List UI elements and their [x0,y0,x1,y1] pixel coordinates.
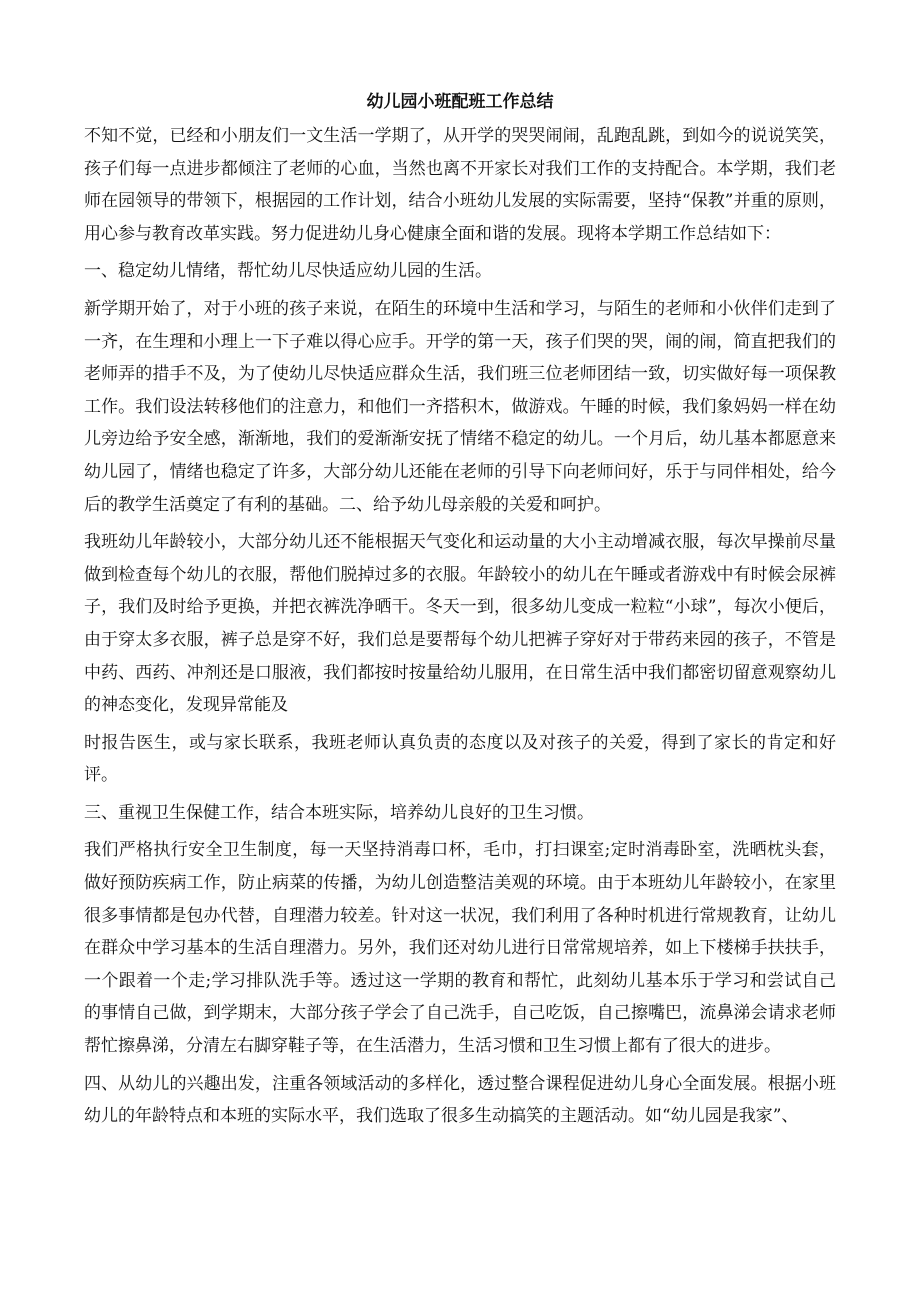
paragraph-section-2-continued: 时报告医生，或与家长联系，我班老师认真负责的态度以及对孩子的关爱，得到了家长的肯定和好评。 [84,732,836,786]
paragraph-section-4: 四、从幼儿的兴趣出发，注重各领域活动的多样化，透过整合课程促进幼儿身心全面发展。根据小班幼儿的年龄特点和本班的实际水平，我们选取了很多生动搞笑的主题活动。如“幼儿园是我家”、 [84,1073,836,1127]
paragraph-intro: 不知不觉，已经和小朋友们一文生活一学期了，从开学的哭哭闹闹，乱跑乱跳，到如今的说说笑笑，孩子们每一点进步都倾注了老师的心血，当然也离不开家长对我们工作的支持配合。本学期，我们老师在园领导的带领下，根据园的工作计划，结合小班幼儿发展的实际需要，坚持“保教”并重的原则，用心参与教育改革实践。努力促进幼儿身心健康全面和谐的发展。现将本学期工作总结如下： [84,126,836,244]
paragraph-heading-3: 三、重视卫生保健工作，结合本班实际，培养幼儿良好的卫生习惯。 [84,802,594,823]
document-title: 幼儿园小班配班工作总结 [366,92,554,112]
paragraph-section-2-body: 我班幼儿年龄较小，大部分幼儿还不能根据天气变化和运动量的大小主动增减衣服，每次早操前尽量做到检查每个幼儿的衣服，帮他们脱掉过多的衣服。年龄较小的幼儿在午睡或者游戏中有时候会尿裤子，我们及时给予更换，并把衣裤洗净晒干。冬天一到，很多幼儿变成一粒粒“小球”，每次小便后，由于穿太多衣服，裤子总是穿不好，我们总是要帮每个幼儿把裤子穿好对于带药来园的孩子，不管是中药、西药、冲剂还是口服液，我们都按时按量给幼儿服用，在日常生活中我们都密切留意观察幼儿的神态变化，发现异常能及 [84,532,836,716]
document-page [84,88,836,1133]
paragraph-section-3-body: 我们严格执行安全卫生制度，每一天坚持消毒口杯，毛巾，打扫课室;定时消毒卧室，洗晒枕头套，做好预防疾病工作，防止病菜的传播，为幼儿创造整洁美观的环境。由于本班幼儿年龄较小，在家里很多事情都是包办代替，自理潜力较差。针对这一状况，我们利用了各种时机进行常规教育，让幼儿在群众中学习基本的生活自理潜力。另外，我们还对幼儿进行日常常规培养，如上下楼梯手扶扶手，一个跟着一个走;学习排队洗手等。透过这一学期的教育和帮忙，此刻幼儿基本乐于学习和尝试自己的事情自己做，到学期末，大部分孩子学会了自己洗手，自己吃饭，自己擦嘴巴，流鼻涕会请求老师帮忙擦鼻涕，分清左右脚穿鞋子等，在生活潜力，生活习惯和卫生习惯上都有了很大的进步。 [84,840,836,1057]
paragraph-section-1-body: 新学期开始了，对于小班的孩子来说，在陌生的环境中生活和学习，与陌生的老师和小伙伴们走到了一齐，在生理和小理上一下子难以得心应手。开学的第一天，孩子们哭的哭，闹的闹，简直把我们的老师弄的措手不及，为了使幼儿尽快适应群众生活，我们班三位老师团结一致，切实做好每一项保教工作。我们设法转移他们的注意力，和他们一齐搭积木，做游戏。午睡的时候，我们象妈妈一样在幼儿旁边给予安全感，渐渐地，我们的爱渐渐安抚了情绪不稳定的幼儿。一个月后，幼儿基本都愿意来幼儿园了，情绪也稳定了许多，大部分幼儿还能在老师的引导下向老师问好，乐于与同伴相处，给今后的教学生活奠定了有利的基础。二、给予幼儿母亲般的关爱和呵护。 [84,298,836,515]
paragraph-heading-1: 一、稳定幼儿情绪，帮忙幼儿尽快适应幼儿园的生活。 [84,261,492,282]
